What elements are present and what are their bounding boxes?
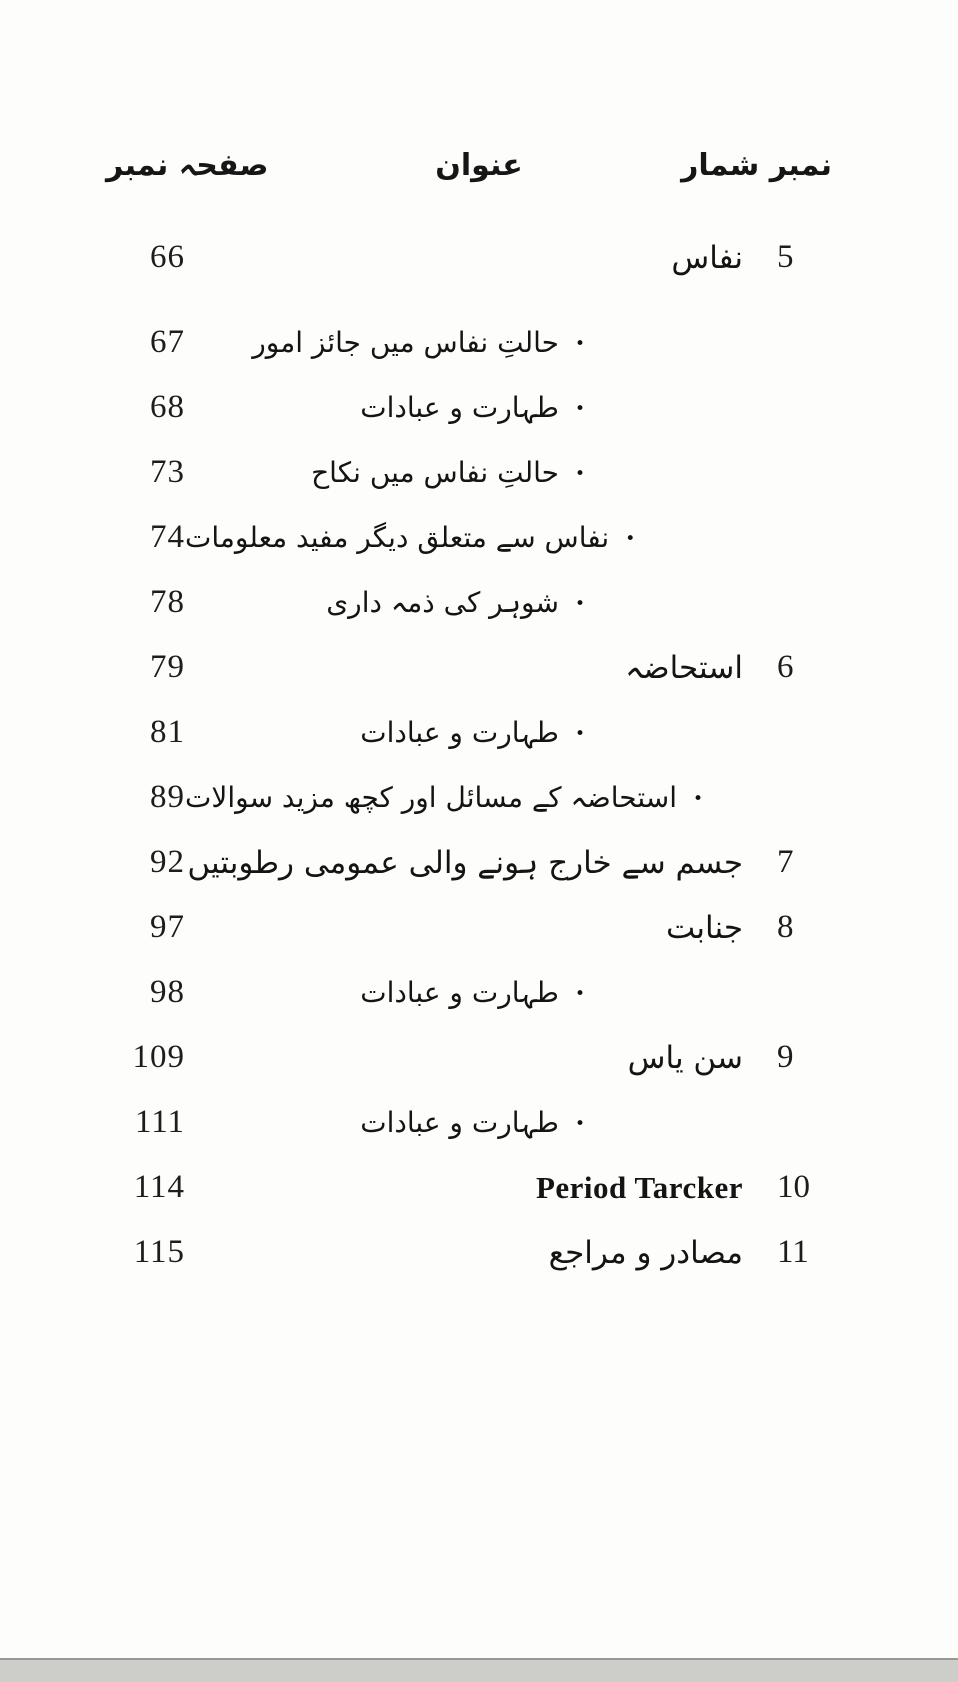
page-number-column-label: صفحہ نمبر bbox=[106, 148, 269, 183]
toc-row bbox=[0, 440, 958, 505]
row-title: سن یاس bbox=[627, 1039, 743, 1076]
page-number: 79 bbox=[150, 649, 185, 685]
title-cell bbox=[185, 326, 743, 359]
row-title: Period Tarcker bbox=[535, 1169, 743, 1205]
row-title: استحاضہ bbox=[625, 649, 743, 686]
row-title: جنابت bbox=[665, 909, 743, 946]
toc-row bbox=[0, 1090, 958, 1155]
bullet-icon: • bbox=[574, 399, 585, 419]
serial-number: 7 bbox=[777, 844, 794, 880]
title-cell bbox=[185, 391, 743, 424]
toc-row bbox=[0, 1220, 958, 1285]
title-cell bbox=[185, 976, 743, 1009]
bullet-icon: • bbox=[625, 529, 636, 549]
title-cell bbox=[185, 521, 793, 554]
bullet-icon: • bbox=[693, 789, 704, 809]
bullet-icon: • bbox=[574, 984, 585, 1004]
page-number: 67 bbox=[150, 324, 185, 360]
title-cell bbox=[185, 650, 743, 686]
row-title: استحاضہ کے مسائل اور کچھ مزید سوالات bbox=[185, 781, 678, 814]
serial-number: 10 bbox=[777, 1169, 810, 1205]
serial-number: 6 bbox=[777, 649, 794, 685]
title-cell bbox=[185, 781, 861, 814]
serial-column-label: نمبر شمار bbox=[681, 148, 832, 183]
page-bottom-edge bbox=[0, 1658, 958, 1682]
page-number: 66 bbox=[150, 239, 185, 275]
page-number: 68 bbox=[150, 389, 185, 425]
title-cell bbox=[185, 910, 743, 946]
toc-row bbox=[0, 960, 958, 1025]
serial-number: 9 bbox=[777, 1039, 794, 1075]
toc-row bbox=[0, 895, 958, 960]
bullet-icon: • bbox=[574, 334, 585, 354]
title-cell bbox=[185, 586, 743, 619]
title-cell bbox=[185, 1106, 743, 1139]
title-cell bbox=[185, 456, 743, 489]
page-number: 89 bbox=[150, 779, 185, 815]
title-cell bbox=[185, 1040, 743, 1076]
toc-row bbox=[0, 765, 958, 830]
page-number: 114 bbox=[133, 1169, 185, 1205]
page-number: 109 bbox=[132, 1039, 185, 1075]
row-title: نفاس bbox=[671, 239, 743, 276]
page-number: 111 bbox=[134, 1104, 185, 1140]
bullet-icon: • bbox=[574, 1114, 585, 1134]
bullet-icon: • bbox=[574, 464, 585, 484]
toc-row bbox=[0, 700, 958, 765]
page-number: 73 bbox=[150, 454, 185, 490]
page-number: 74 bbox=[150, 519, 185, 555]
bullet-icon: • bbox=[574, 724, 585, 744]
serial-number: 11 bbox=[777, 1234, 809, 1270]
toc-row bbox=[0, 375, 958, 440]
toc-header bbox=[0, 148, 958, 183]
toc-row bbox=[0, 225, 958, 290]
title-cell bbox=[185, 1170, 743, 1206]
serial-number: 8 bbox=[777, 909, 794, 945]
title-column-label: عنوان bbox=[435, 148, 523, 183]
row-title: نفاس سے متعلق دیگر مفید معلومات bbox=[185, 521, 610, 554]
page-number: 98 bbox=[150, 974, 185, 1010]
bullet-icon: • bbox=[574, 594, 585, 614]
title-cell bbox=[185, 845, 743, 881]
row-title: حالتِ نفاس میں نکاح bbox=[311, 456, 559, 489]
page-number: 115 bbox=[133, 1234, 185, 1270]
row-title: طہارت و عبادات bbox=[360, 976, 559, 1009]
page-number: 81 bbox=[150, 714, 185, 750]
title-cell bbox=[185, 716, 743, 749]
toc-row bbox=[0, 310, 958, 375]
row-title: جسم سے خارج ہونے والی عمومی رطوبتیں bbox=[187, 844, 743, 881]
toc-row bbox=[0, 1155, 958, 1220]
row-title: طہارت و عبادات bbox=[360, 716, 559, 749]
toc-row bbox=[0, 505, 958, 570]
page-number: 78 bbox=[150, 584, 185, 620]
row-title: طہارت و عبادات bbox=[360, 1106, 559, 1139]
toc-row bbox=[0, 635, 958, 700]
page-number: 97 bbox=[150, 909, 185, 945]
title-cell bbox=[185, 1235, 743, 1271]
toc-rows bbox=[0, 225, 958, 1285]
toc-row bbox=[0, 570, 958, 635]
row-title: شوہر کی ذمہ داری bbox=[326, 586, 559, 619]
toc-row bbox=[0, 830, 958, 895]
row-title: مصادر و مراجع bbox=[548, 1234, 743, 1271]
row-title: حالتِ نفاس میں جائز امور bbox=[252, 326, 559, 359]
toc-row bbox=[0, 1025, 958, 1090]
row-title: طہارت و عبادات bbox=[360, 391, 559, 424]
title-cell bbox=[185, 240, 743, 276]
page-number: 92 bbox=[150, 844, 185, 880]
serial-number: 5 bbox=[777, 239, 794, 275]
